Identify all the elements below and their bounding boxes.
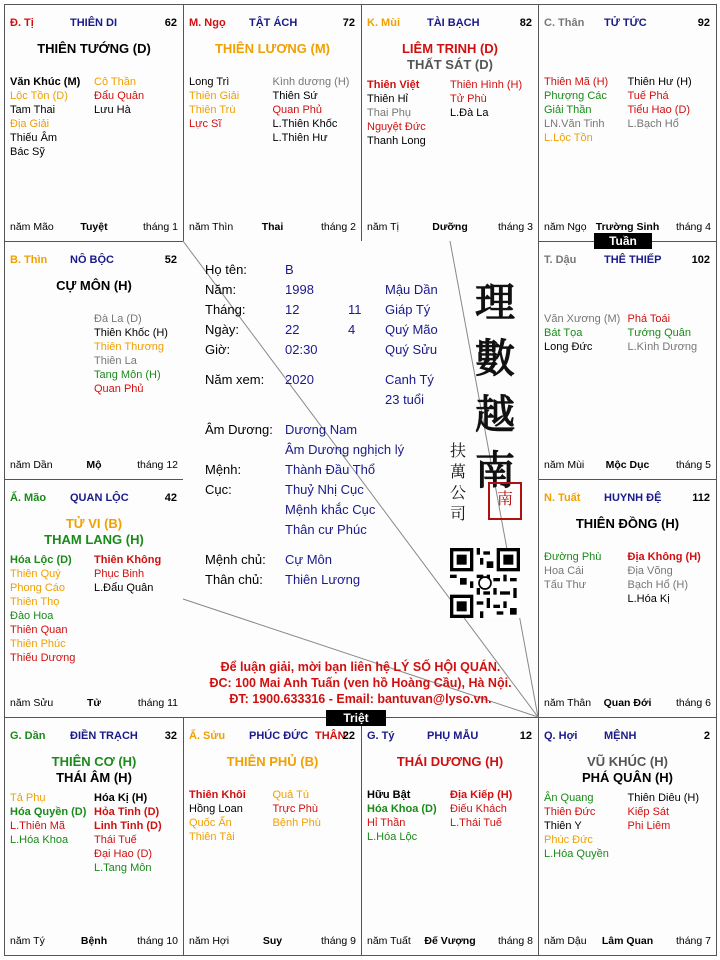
minor-star: Thiên Tài xyxy=(189,831,235,843)
minor-star: Đại Hao (D) xyxy=(94,848,153,860)
calligraphy-small-char: 萬 xyxy=(449,462,466,481)
palace-number: 52 xyxy=(164,254,177,266)
palace-name: HUYNH ĐỆ xyxy=(604,492,662,504)
footer-year: năm Mùi xyxy=(544,459,585,471)
label-menh-chu: Mệnh chủ: xyxy=(205,552,266,567)
footer-month: tháng 5 xyxy=(675,459,711,471)
red-seal-icon: 南 xyxy=(488,482,522,520)
minor-star: Thiên Hình (H) xyxy=(450,79,523,91)
footer-stage: Thai xyxy=(261,221,284,233)
minor-star: Thiên Hỉ xyxy=(367,93,408,105)
minor-star: L.Thiên Hư xyxy=(272,132,328,144)
minor-star: Quan Phủ xyxy=(94,383,144,395)
minor-star: Quốc Ấn xyxy=(189,817,232,829)
calligraphy-char: 理 xyxy=(475,279,515,326)
value-month-lunar: 11 xyxy=(348,302,362,317)
minor-star: Hóa Lộc (D) xyxy=(10,554,72,566)
main-star: THIÊN ĐỒNG (H) xyxy=(575,516,680,531)
minor-star: L.Thái Tuế xyxy=(450,817,502,829)
minor-star: Địa Võng xyxy=(627,565,673,577)
minor-star: L.Hóa Kị xyxy=(627,593,670,605)
minor-star: Long Trì xyxy=(189,76,230,88)
main-star: THIÊN PHỦ (B) xyxy=(226,754,319,769)
minor-star: Phong Cáo xyxy=(10,582,66,594)
minor-star: Tang Môn (H) xyxy=(94,369,161,381)
minor-star: Thiên Thọ xyxy=(10,596,60,608)
palace-branch: K. Mùi xyxy=(367,17,400,29)
minor-star: Thiên Diêu (H) xyxy=(627,792,700,804)
value-view-can: Canh Tý xyxy=(385,372,434,387)
main-star: THÁI ÂM (H) xyxy=(56,770,132,785)
palace-number: 62 xyxy=(164,17,177,29)
footer-year: năm Thân xyxy=(544,697,592,709)
palace-name: TỬ TỨC xyxy=(604,17,647,29)
value-cuc-3: Thân cư Phúc xyxy=(285,522,367,537)
minor-star: Thai Phụ xyxy=(367,107,412,119)
triet-badge: Triệt xyxy=(326,710,386,726)
footer-stage: Bệnh xyxy=(80,935,108,947)
contact-line-2: ĐC: 100 Mai Anh Tuấn (ven hồ Hoàng Cầu), Hà Nội. xyxy=(209,676,512,690)
contact-line-1: Để luận giải, mời bạn liên hệ LÝ SỐ HỘI QUÁN. xyxy=(220,660,501,674)
footer-year: năm Tị xyxy=(367,221,399,233)
footer-year: năm Thìn xyxy=(189,221,234,233)
minor-star: Bệnh Phù xyxy=(272,817,321,829)
minor-star: L.Thiên Mã xyxy=(10,820,66,832)
minor-star: Thiên Giải xyxy=(189,90,240,102)
minor-star: Phá Toái xyxy=(627,313,671,325)
footer-month: tháng 12 xyxy=(137,459,178,471)
value-menh: Thành Đầu Thổ xyxy=(285,462,376,477)
minor-star: L.Thiên Khốc xyxy=(272,118,338,130)
footer-stage: Suy xyxy=(262,935,283,947)
minor-star: Thiên Quý xyxy=(10,568,61,580)
minor-star: L.Hóa Khoa xyxy=(10,834,69,846)
contact-line-3: ĐT: 1900.633316 - Email: bantuvan@lyso.vn. xyxy=(229,692,492,706)
palace-branch: Đ. Tị xyxy=(10,17,34,29)
palace-number: 42 xyxy=(164,492,177,504)
label-month: Tháng: xyxy=(205,302,246,317)
calligraphy-small-char: 公 xyxy=(449,483,466,502)
minor-star: Kình dương (H) xyxy=(272,76,350,88)
value-name: B xyxy=(285,262,294,277)
value-amduong: Dương Nam xyxy=(285,422,358,437)
minor-star: Thiên La xyxy=(94,355,137,367)
label-hour: Giờ: xyxy=(205,342,231,357)
footer-month: tháng 2 xyxy=(320,221,356,233)
minor-star: Lộc Tồn (D) xyxy=(10,90,68,102)
main-star: TỬ VI (B) xyxy=(65,516,123,531)
footer-month: tháng 8 xyxy=(497,935,533,947)
minor-star: Giải Thần xyxy=(544,104,592,116)
minor-star: Tử Phù xyxy=(450,93,487,105)
minor-star: Thanh Long xyxy=(367,135,426,147)
calligraphy-small-char: 扶 xyxy=(449,441,466,460)
minor-star: Đẩu Quân xyxy=(94,90,145,102)
palace-name: NÔ BỘC xyxy=(70,254,114,266)
palace-branch: G. Tý xyxy=(367,730,395,742)
palace-name: PHÚC ĐỨC xyxy=(249,730,309,742)
minor-star: Văn Khúc (M) xyxy=(10,76,81,88)
minor-star: Thiên Hư (H) xyxy=(627,76,692,88)
main-star: CỰ MÔN (H) xyxy=(56,278,132,293)
minor-star: Hồng Loan xyxy=(189,803,243,815)
footer-month: tháng 7 xyxy=(675,935,711,947)
palace-number: 32 xyxy=(164,730,177,742)
value-age: 23 tuổi xyxy=(385,392,425,407)
minor-star: Đường Phù xyxy=(544,551,602,563)
footer-month: tháng 6 xyxy=(675,697,711,709)
palace-branch: Q. Hợi xyxy=(544,730,578,742)
footer-year: năm Dậu xyxy=(544,935,587,947)
palace-branch: T. Dậu xyxy=(544,254,577,266)
value-month: 12 xyxy=(285,302,300,317)
main-star: THẤT SÁT (D) xyxy=(407,57,493,72)
palace-name: TẬT ÁCH xyxy=(249,17,298,29)
minor-star: Hỉ Thần xyxy=(367,817,406,829)
minor-star: Bạch Hổ (H) xyxy=(627,579,689,591)
label-year: Năm: xyxy=(205,282,237,297)
footer-stage: Đế Vượng xyxy=(424,935,476,947)
minor-star: Ân Quang xyxy=(544,792,594,804)
qr-code-icon[interactable] xyxy=(450,548,520,618)
footer-year: năm Hợi xyxy=(189,935,230,947)
minor-star: Điếu Khách xyxy=(450,803,507,815)
minor-star: Hóa Kị (H) xyxy=(94,792,148,804)
palace-branch: C. Thân xyxy=(544,17,585,29)
footer-stage: Mộ xyxy=(86,459,102,471)
minor-star: Đà La (D) xyxy=(94,313,142,325)
minor-star: Linh Tinh (D) xyxy=(94,820,162,832)
palace-name: PHỤ MẪU xyxy=(427,730,479,742)
value-cuc: Thuỷ Nhị Cục xyxy=(285,482,364,497)
minor-star: Bác Sỹ xyxy=(10,146,45,158)
palace-number: 22 xyxy=(342,730,355,742)
minor-star: Hóa Khoa (D) xyxy=(367,803,437,815)
palace-branch: Ấ. Mão xyxy=(10,492,47,504)
footer-stage: Dưỡng xyxy=(432,221,468,233)
palace-name: THÊ THIẾP xyxy=(604,254,662,266)
calligraphy-small-char: 司 xyxy=(449,504,466,523)
minor-star: Quan Phủ xyxy=(272,104,323,116)
value-day-can: Quý Mão xyxy=(385,322,438,337)
minor-star: Thiên Đức xyxy=(544,806,596,818)
minor-star: Thiên Y xyxy=(544,820,582,832)
value-month-can: Giáp Tý xyxy=(385,302,431,317)
minor-star: Bát Tọa xyxy=(544,327,583,339)
main-star: THAM LANG (H) xyxy=(44,532,144,547)
minor-star: Nguyệt Đức xyxy=(367,121,426,133)
minor-star: LN.Văn Tinh xyxy=(544,118,605,130)
minor-star: Văn Xương (M) xyxy=(544,313,621,325)
palace-branch: B. Thìn xyxy=(10,254,48,266)
calligraphy-char: 數 xyxy=(475,335,515,382)
minor-star: Phi Liêm xyxy=(627,820,671,832)
label-cuc: Cục: xyxy=(205,482,232,497)
minor-star: Thiên Không xyxy=(94,554,162,566)
minor-star: Hóa Quyền (D) xyxy=(10,806,87,818)
main-star: LIÊM TRINH (D) xyxy=(401,41,499,56)
minor-star: Kiếp Sát xyxy=(627,806,670,818)
palace-number: 102 xyxy=(691,254,710,266)
minor-star: L.Hóa Quyền xyxy=(544,848,609,860)
minor-star: Địa Giải xyxy=(10,118,50,130)
minor-star: L.Đẩu Quân xyxy=(94,582,154,594)
minor-star: L.Tang Môn xyxy=(94,862,152,874)
tuan-badge: Tuần xyxy=(594,233,652,249)
palace-number: 12 xyxy=(519,730,532,742)
palace-name: ĐIỀN TRẠCH xyxy=(70,730,138,742)
palace-branch: G. Dần xyxy=(10,730,46,742)
footer-stage: Quan Đới xyxy=(603,697,652,709)
calligraphy-char: 越 xyxy=(475,391,515,438)
minor-star: Trực Phù xyxy=(272,803,318,815)
minor-star: Lưu Hà xyxy=(94,104,131,116)
palace-number: 72 xyxy=(342,17,355,29)
footer-stage: Tuyệt xyxy=(80,221,108,233)
minor-star: L.Lộc Tồn xyxy=(544,132,593,144)
value-hour-can: Quý Sửu xyxy=(385,342,438,357)
minor-star: Tấu Thư xyxy=(544,579,587,591)
palace-number: 92 xyxy=(697,17,710,29)
calligraphy-small xyxy=(448,440,468,524)
minor-star: Thiên Khôi xyxy=(189,789,246,801)
value-year: 1998 xyxy=(285,282,314,297)
minor-star: L.Bạch Hổ xyxy=(627,118,679,130)
calligraphy-char: 南 xyxy=(475,447,515,494)
minor-star: Thiếu Dương xyxy=(10,652,76,664)
palace-number: 112 xyxy=(692,492,710,504)
footer-year: năm Mão xyxy=(10,221,54,233)
minor-star: Thiên Việt xyxy=(367,79,420,91)
minor-star: Đào Hoa xyxy=(10,610,54,622)
footer-stage: Mộc Dục xyxy=(605,459,650,471)
palace-branch: N. Tuất xyxy=(544,492,581,504)
minor-star: Thiên Khốc (H) xyxy=(94,327,168,339)
value-cuc-2: Mệnh khắc Cục xyxy=(285,502,376,517)
footer-month: tháng 3 xyxy=(497,221,533,233)
footer-year: năm Tý xyxy=(10,935,45,947)
minor-star: Thiên Trù xyxy=(189,104,236,116)
footer-year: năm Sửu xyxy=(10,697,54,709)
main-star: THÁI DƯƠNG (H) xyxy=(396,754,504,769)
palace-than-marker: THÂN xyxy=(315,730,346,742)
label-amduong: Âm Dương: xyxy=(205,422,273,437)
minor-star: Địa Kiếp (H) xyxy=(450,789,513,801)
label-day: Ngày: xyxy=(205,322,239,337)
minor-star: Cô Thần xyxy=(94,76,136,88)
footer-stage: Trường Sinh xyxy=(595,221,660,233)
minor-star: Thiên Phúc xyxy=(10,638,66,650)
palace-branch: M. Ngọ xyxy=(189,17,226,29)
palace-name: THIÊN DI xyxy=(70,17,118,29)
minor-star: Thái Tuế xyxy=(94,834,137,846)
minor-star: Tướng Quân xyxy=(627,327,691,339)
minor-star: Hữu Bật xyxy=(367,789,411,801)
palace-branch: Ấ. Sửu xyxy=(189,730,226,742)
value-year-can: Mậu Dần xyxy=(385,282,438,297)
value-hour: 02:30 xyxy=(285,342,318,357)
minor-star: Lực Sĩ xyxy=(189,118,222,130)
footer-stage: Tử xyxy=(86,697,102,709)
palace-number: 82 xyxy=(519,17,532,29)
value-day-lunar: 4 xyxy=(348,322,356,337)
footer-month: tháng 4 xyxy=(675,221,711,233)
minor-star: Phượng Các xyxy=(544,90,607,102)
minor-star: Tam Thai xyxy=(10,104,56,116)
footer-year: năm Ngọ xyxy=(544,221,587,233)
value-day: 22 xyxy=(285,322,300,337)
value-menh-chu: Cự Môn xyxy=(285,552,332,567)
palace-name: MỆNH xyxy=(604,730,637,742)
minor-star: Hỏa Tinh (D) xyxy=(94,806,160,818)
footer-month: tháng 1 xyxy=(142,221,178,233)
label-view-year: Năm xem: xyxy=(205,372,265,387)
minor-star: L.Hóa Lộc xyxy=(367,831,418,843)
palace-name: TÀI BẠCH xyxy=(427,17,480,29)
calligraphy-logo xyxy=(470,275,520,499)
minor-star: Thiên Mã (H) xyxy=(544,76,609,88)
minor-star: Phúc Đức xyxy=(544,834,593,846)
palace-name: QUAN LỘC xyxy=(70,492,129,504)
minor-star: L.Kình Dương xyxy=(627,341,698,353)
minor-star: Thiên Sứ xyxy=(272,90,318,102)
label-than-chu: Thân chủ: xyxy=(205,572,263,587)
minor-star: Tả Phụ xyxy=(10,792,46,804)
footer-year: năm Tuất xyxy=(367,935,411,947)
minor-star: Hoa Cái xyxy=(544,565,584,577)
minor-star: Tiểu Hao (D) xyxy=(627,104,691,116)
minor-star: Long Đức xyxy=(544,341,593,353)
main-star: THIÊN TƯỚNG (D) xyxy=(37,41,151,56)
palace-number: 2 xyxy=(703,730,710,742)
value-than-chu: Thiên Lương xyxy=(285,572,361,587)
main-star: THIÊN CƠ (H) xyxy=(51,754,137,769)
minor-star: Phục Binh xyxy=(94,568,145,580)
label-menh: Mệnh: xyxy=(205,462,242,477)
minor-star: Thiếu Âm xyxy=(10,132,58,144)
footer-month: tháng 9 xyxy=(320,935,356,947)
minor-star: Thiên Quan xyxy=(10,624,68,636)
minor-star: Thiên Thương xyxy=(94,341,165,353)
footer-month: tháng 11 xyxy=(137,697,178,709)
footer-year: năm Dần xyxy=(10,459,53,471)
minor-star: L.Đà La xyxy=(450,107,489,119)
value-view-year: 2020 xyxy=(285,372,314,387)
minor-star: Tuế Phá xyxy=(627,90,669,102)
main-star: PHÁ QUÂN (H) xyxy=(582,770,673,785)
main-star: VŨ KHÚC (H) xyxy=(587,754,668,769)
footer-month: tháng 10 xyxy=(137,935,178,947)
label-name: Họ tên: xyxy=(205,262,247,277)
value-amduong-2: Âm Dương nghịch lý xyxy=(285,442,405,457)
footer-stage: Lâm Quan xyxy=(601,935,654,947)
minor-star: Địa Không (H) xyxy=(627,551,701,563)
minor-star: Quả Tú xyxy=(272,789,309,801)
main-star: THIÊN LƯƠNG (M) xyxy=(214,41,331,56)
